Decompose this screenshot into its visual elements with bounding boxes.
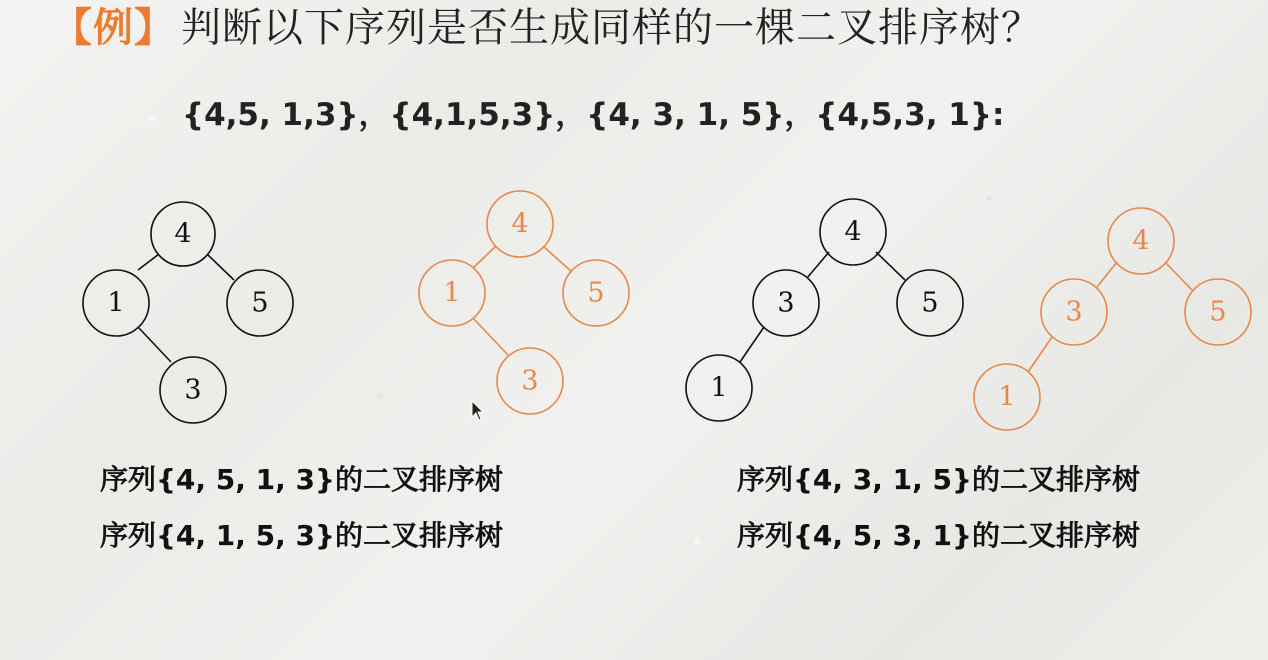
tree-1-node-label: 1: [107, 287, 125, 319]
tree-1-edge-4-1: [138, 254, 159, 270]
tree-3-edge-3-1: [740, 327, 764, 362]
example-bracket-close: 】: [134, 5, 175, 51]
tree-2-node-label: 5: [587, 277, 605, 309]
tree-1-edge-4-5: [207, 254, 234, 280]
title-question: 判断以下序列是否生成同样的一棵二叉排序树？: [181, 5, 1042, 51]
tree-4-edge-4-5: [1165, 262, 1192, 290]
example-bracket-open: 【: [52, 5, 93, 51]
tree-2-edge-4-1: [473, 246, 496, 268]
caption-right-1: 序列{4, 3, 1, 5}的二叉排序树: [737, 463, 1140, 496]
tree-2-node-label: 4: [511, 208, 529, 240]
tree-4-labels: [998, 226, 1226, 413]
tree-3-edge-4-3: [807, 252, 829, 278]
tree-3-node-label: 4: [844, 216, 862, 248]
tree-1-node-label: 4: [174, 218, 192, 250]
tree-2-node-label: 3: [521, 365, 539, 397]
sequences-line: {4,5, 1,3}，{4,1,5,3}，{4, 3, 1, 5}，{4,5,3, 1}:: [182, 97, 1005, 133]
tree-4-node-label: 3: [1065, 296, 1083, 328]
tree-2-edge-4-5: [543, 246, 572, 272]
tree-4-node-label: 1: [998, 381, 1016, 413]
caption-right-2: 序列{4, 5, 3, 1}的二叉排序树: [737, 519, 1140, 552]
tree-3-labels: [710, 217, 938, 404]
caption-left-1: 序列{4, 5, 1, 3}的二叉排序树: [100, 463, 503, 496]
tree-2-node-label: 1: [443, 277, 461, 309]
tree-4-edge-3-1: [1028, 337, 1052, 372]
tree-1-edge-1-3: [138, 327, 171, 362]
tree-3-node-label: 5: [921, 287, 939, 319]
tree-4-edge-4-3: [1097, 262, 1117, 287]
tree-3-node-label: 1: [710, 372, 728, 404]
tree-1-labels: [107, 219, 268, 406]
tree-4-node-label: 4: [1132, 225, 1150, 257]
caption-left-2: 序列{4, 1, 5, 3}的二叉排序树: [100, 519, 503, 552]
tree-2-edge-1-3: [473, 318, 508, 355]
tree-1-node-label: 3: [184, 374, 202, 406]
example-word: 例: [93, 5, 134, 51]
tree-2-labels: [443, 209, 604, 397]
tree-3-node-label: 3: [777, 287, 795, 319]
tree-3-edge-4-5: [876, 252, 905, 280]
tree-4-node-label: 5: [1209, 296, 1227, 328]
tree-1-node-label: 5: [251, 287, 269, 319]
mouse-pointer-icon: [471, 400, 485, 422]
